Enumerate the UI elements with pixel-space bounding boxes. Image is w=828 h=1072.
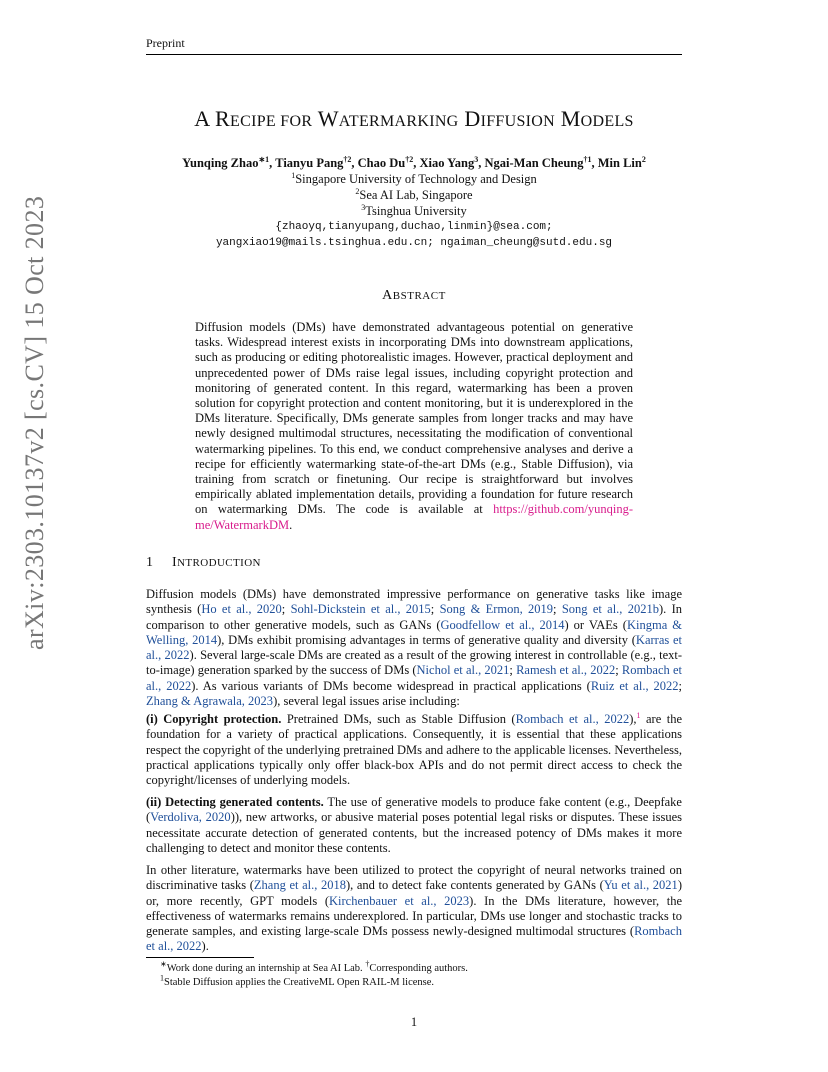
abstract-text: Diffusion models (DMs) have demonstrated advantageous potential on generative tasks. Widespread interest exists in incorporating DMs into downstream applications, such as producing or editing photorealistic images. However, practical deployment and unprecedented power of DMs raise legal issues, including copyright protection and monitoring of generated content. In this regard, watermarking has been a proven solution for copyright protection and content monitoring, but it is underexplored in the DMs literature. Specifically, DMs generate samples from longer tracks and may have newly designed multimodal structures, necessitating the modification of conventional watermarking pipelines. To this end, we conduct comprehensive analyses and derive a recipe for efficiently watermarking state-of-the-art DMs (e.g., Stable Diffusion), via training from scratch or finetuning. Our recipe is straightforward but involves empirically ablated implementation details, providing a foundation for future research on watermarking DMs. The code is available at https://github.com/yunqing-me/WatermarkDM.	[195, 320, 633, 532]
author-names: Yunqing Zhao$^{∗1}$, Tianyu Pang$^{\dagger 2}$, Chao Du$^{\dagger 2}$, Xiao Yang$^3$, Ngai-Man Cheung$^{\dagger 1}$, Min Lin$^2$	[182, 154, 646, 170]
footnote-2: $^1$Stable Diffusion applies the CreativeML Open RAIL-M license.	[160, 973, 435, 988]
footnote-divider	[146, 957, 254, 958]
affiliation-1: $^1$Singapore University of Technology and Design	[291, 170, 537, 186]
intro-paragraph-detection: (ii) Detecting generated contents. The use of generative models to produce fake content (e.g., Deepfake (Verdoliva, 2020)), new artworks, or abusive material poses potential legal risks or disputes. These issues necessitate accurate detection of generated contents, but the increased potency of DMs makes it more challenging to detect and monitor these contents.	[146, 795, 682, 855]
intro-paragraph-watermarks: In other literature, watermarks have been utilized to protect the copyright of neural networks trained on discriminative tasks (Zhang et al., 2018), and to detect fake contents generated by GANs (Yu et al., 2021) or, more recently, GPT models (Kirchenbauer et al., 2023). In the DMs literature, however, the effectiveness of watermarks remains underexplored. In particular, DMs use longer and stochastic tracks to generate samples, and existing large-scale DMs possess newly-designed multimodal structures (Rombach et al., 2022).	[146, 863, 682, 954]
citation-link[interactable]: Kirchenbauer et al., 2023	[329, 893, 470, 908]
author-block	[146, 155, 682, 251]
page-number: 1	[410, 1015, 418, 1029]
footnote-marker[interactable]: 1	[636, 710, 641, 720]
email-line-1: {zhaoyq,tianyupang,duchao,linmin}@sea.com;	[275, 221, 553, 233]
citation-link[interactable]: Karras et al., 2022	[146, 632, 682, 663]
citation-link[interactable]: Rombach et al., 2022	[146, 924, 682, 954]
intro-paragraph-copyright: (i) Copyright protection. Pretrained DMs, such as Stable Diffusion (Rombach et al., 2022),$^1$ are the foundation for a variety of practical applications. Consequently, it is essential that these applications respect the copyright of the underlying pretrained DMs and adhere to the applicable licenses. Nevertheless, practical applications typically only offer black-box APIs and do not permit direct access to check the copyright/licenses of underlying models.	[146, 710, 682, 788]
intro-paragraph-1: Diffusion models (DMs) have demonstrated impressive performance on generative tasks like image synthesis (Ho et al., 2020; Sohl-Dickstein et al., 2015; Song & Ermon, 2019; Song et al., 2021b). In comparison to other generative models, such as GANs (Goodfellow et al., 2014) or VAEs (Kingma & Welling, 2014), DMs exhibit promising advantages in terms of generative quality and diversity (Karras et al., 2022). Several large-scale DMs are created as a result of the growing interest in controllable (e.g., text-to-image) generation sparked by the success of DMs (Nichol et al., 2021; Ramesh et al., 2022; Rombach et al., 2022). As various variants of DMs become widespread in practical applications (Ruiz et al., 2022; Zhang & Agrawala, 2023), several legal issues arise including:	[146, 587, 683, 709]
citation-link[interactable]: Nichol et al., 2021	[416, 663, 510, 678]
arxiv-sidebar	[20, 195, 60, 690]
citation-link[interactable]: Zhang et al., 2018	[253, 878, 346, 893]
citation-link[interactable]: Song & Ermon, 2019	[439, 602, 554, 617]
citation-link[interactable]: Yu et al., 2021	[603, 878, 678, 893]
email-line-2: yangxiao19@mails.tsinghua.edu.cn; ngaiman_cheung@sutd.edu.sg	[215, 237, 613, 249]
citation-link[interactable]: Sohl-Dickstein et al., 2015	[290, 602, 431, 617]
citation-link[interactable]: Rombach et al., 2022	[146, 663, 682, 693]
code-link[interactable]: https://github.com/yunqing-me/WatermarkDM	[195, 502, 633, 532]
running-head: Preprint	[146, 36, 682, 55]
citation-link[interactable]: Ho et al., 2020	[201, 602, 282, 617]
affiliation-2: $^2$Sea AI Lab, Singapore	[355, 186, 473, 202]
section-heading-introduction: 1 INTRODUCTION	[146, 555, 261, 570]
citation-link[interactable]: Ramesh et al., 2022	[516, 663, 616, 678]
citation-link[interactable]: Ruiz et al., 2022	[590, 678, 679, 693]
arxiv-identifier: arXiv:2303.10137v2 [cs.CV] 15 Oct 2023	[20, 195, 49, 650]
citation-link[interactable]: Zhang & Agrawala, 2023	[146, 694, 274, 709]
citation-link[interactable]: Verdoliva, 2020	[150, 810, 231, 825]
citation-link[interactable]: Rombach et al., 2022	[515, 712, 630, 726]
citation-link[interactable]: Song et al., 2021b	[561, 602, 659, 617]
affiliation-3: $^3$Tsinghua University	[361, 202, 467, 218]
citation-link[interactable]: Kingma & Welling, 2014	[146, 617, 682, 647]
abstract-heading: ABSTRACT	[382, 288, 446, 303]
footnote-1: ∗Work done during an internship at Sea AI Lab. †Corresponding authors.	[160, 959, 468, 974]
citation-link[interactable]: Goodfellow et al., 2014	[440, 617, 565, 632]
footnotes	[160, 959, 680, 990]
paper-title: A RECIPE FOR WATERMARKING DIFFUSION MODELS	[194, 106, 634, 131]
